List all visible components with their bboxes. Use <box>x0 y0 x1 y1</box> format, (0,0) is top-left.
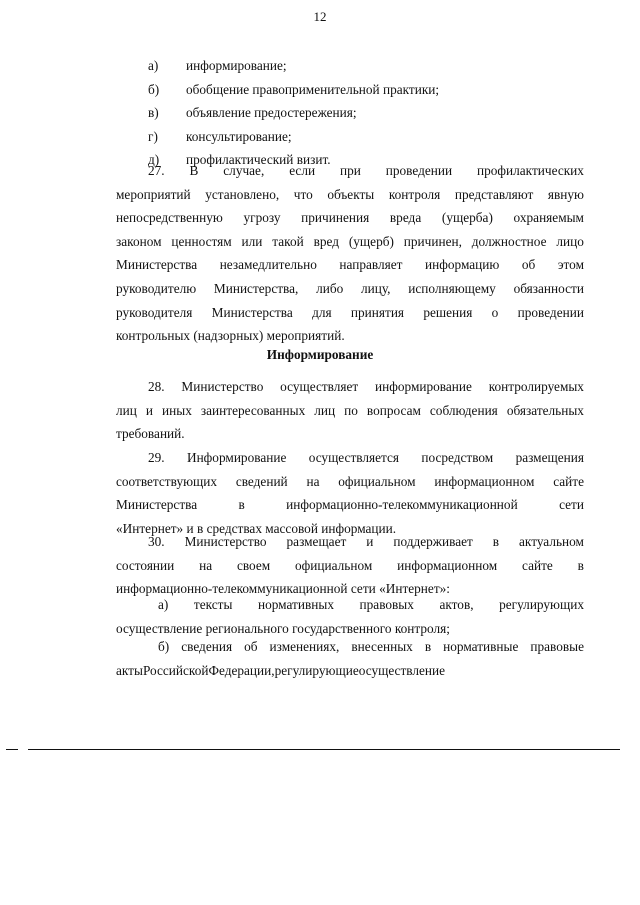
word: контролируемых <box>488 379 584 394</box>
word: правовых <box>359 597 414 612</box>
word: нормативные <box>443 639 519 654</box>
page-number: 12 <box>313 9 327 24</box>
paragraph-27 <box>116 159 584 348</box>
word: информацию <box>425 257 500 273</box>
word: вред <box>313 233 339 249</box>
word: объекты <box>327 186 375 202</box>
word: Министерства <box>116 497 198 513</box>
word: соответствующих <box>116 473 218 489</box>
text-line <box>116 593 584 617</box>
word: осуществляется <box>308 450 400 465</box>
list-item-letter: б) <box>148 81 160 97</box>
word: Министерства, <box>213 280 299 296</box>
word: а) <box>158 597 169 612</box>
word: осуществление <box>358 662 446 678</box>
word: нормативных <box>257 597 334 612</box>
word: лиц <box>116 402 137 418</box>
word: причинен, <box>403 233 462 249</box>
word: Министерства <box>211 304 293 320</box>
word: своем <box>236 557 271 573</box>
text-line <box>116 530 584 554</box>
word: иных <box>162 402 192 418</box>
word: (ущерб) <box>348 233 394 249</box>
word: в <box>492 534 500 549</box>
text-line <box>116 301 584 325</box>
word: официальном <box>338 473 416 489</box>
word: 27. <box>148 163 165 178</box>
list-item <box>0 78 640 102</box>
word: сайте <box>553 473 584 489</box>
word: правовые <box>530 639 584 654</box>
word: случае, <box>223 163 265 178</box>
word: и <box>145 402 154 418</box>
word: осуществляет <box>280 379 359 394</box>
text-line <box>116 399 584 423</box>
text-line <box>116 635 584 659</box>
text-line <box>116 324 584 348</box>
word: вреда <box>389 210 422 226</box>
text-line <box>116 446 584 470</box>
text-line <box>116 230 584 254</box>
word: обязанности <box>513 280 584 296</box>
word: этом <box>557 257 584 273</box>
word: сведений <box>235 473 288 489</box>
word: контрольных (надзорных) мероприятий. <box>116 328 345 344</box>
word: принятия <box>350 304 405 320</box>
word: руководителю <box>116 280 197 296</box>
word: регулирующие <box>274 662 359 678</box>
word: б) <box>158 639 170 654</box>
word: непосредственную <box>116 210 223 226</box>
word: мероприятий <box>116 186 191 202</box>
word: изменениях, <box>269 639 340 654</box>
word: требований. <box>116 426 185 442</box>
word: представляют <box>454 186 534 202</box>
paragraph-28 <box>116 375 584 446</box>
list-item-text: профилактический визит. <box>186 152 331 168</box>
word: 29. <box>148 450 165 465</box>
word: должностное <box>471 233 547 249</box>
word: установлено, <box>205 186 280 202</box>
paragraph-30-a <box>116 593 584 640</box>
word: Министерство <box>181 379 264 394</box>
word: заинтересованных <box>200 402 306 418</box>
word: Министерство <box>184 534 267 549</box>
word: на <box>306 473 320 489</box>
word: проведении <box>385 163 453 178</box>
word: посредством <box>421 450 494 465</box>
word: руководителя <box>116 304 193 320</box>
text-line <box>116 206 584 230</box>
word: лиц <box>314 402 336 418</box>
word: осуществление регионального государственного контроля; <box>116 620 450 636</box>
word: об <box>244 639 258 654</box>
paragraph-29 <box>116 446 584 540</box>
word: для <box>312 304 332 320</box>
text-line <box>116 277 584 301</box>
word: регулирующих <box>499 597 584 612</box>
word: такой <box>272 233 304 249</box>
word: информационном <box>434 473 535 489</box>
text-line <box>116 422 584 446</box>
paragraph-30-b <box>116 635 584 682</box>
list-item-text: консультирование; <box>186 128 292 144</box>
word: незамедлительно <box>219 257 317 273</box>
word: (ущерба) <box>441 210 493 226</box>
word: по <box>344 402 358 418</box>
word: Федерации, <box>208 662 275 678</box>
word: В <box>189 163 199 178</box>
word: официальном <box>295 557 373 573</box>
word: 28. <box>148 379 165 394</box>
word: направляет <box>339 257 403 273</box>
word: проведении <box>517 304 584 320</box>
word: лицу, <box>360 280 391 296</box>
word: актуальном <box>519 534 584 549</box>
word: информирование <box>375 379 472 394</box>
prevention-measures-list <box>0 54 640 172</box>
word: в <box>424 639 432 654</box>
word: если <box>289 163 316 178</box>
word: информационном <box>397 557 498 573</box>
word: тексты <box>193 597 233 612</box>
word: актов, <box>439 597 474 612</box>
text-line <box>116 375 584 399</box>
word: соблюдения <box>429 402 498 418</box>
word: информационно-телекоммуникационной сети «Интернет»: <box>116 581 450 597</box>
word: вопросам <box>366 402 421 418</box>
word: Российской <box>142 662 209 678</box>
list-item-text: информирование; <box>186 58 287 73</box>
word: Министерства <box>116 257 198 273</box>
word: угрозу <box>243 210 281 226</box>
list-item <box>0 101 640 125</box>
word: акты <box>116 662 143 678</box>
word: «Интернет» и в средствах массовой информации. <box>116 520 397 536</box>
word: внесенных <box>351 639 413 654</box>
word: явную <box>547 186 584 202</box>
list-item-letter: в) <box>148 105 159 121</box>
text-line <box>116 659 584 683</box>
word: Информирование <box>186 450 287 465</box>
word: в <box>577 557 584 573</box>
word: сети <box>559 497 584 513</box>
word: профилактических <box>477 163 584 178</box>
list-item-letter: а) <box>148 58 159 73</box>
word: или <box>241 233 263 249</box>
word: поддерживает <box>393 534 473 549</box>
word: о <box>491 304 499 320</box>
word: об <box>521 257 536 273</box>
word: размещения <box>515 450 584 465</box>
word: на <box>199 557 213 573</box>
word: обязательных <box>506 402 584 418</box>
word: контроля <box>388 186 441 202</box>
text-line <box>116 470 584 494</box>
word: ценностям <box>171 233 232 249</box>
word: информационно-телекоммуникационной <box>286 497 518 513</box>
footer-rule-tick <box>6 749 18 750</box>
word: что <box>293 186 313 202</box>
footer-rule <box>28 749 620 750</box>
word: 30. <box>148 534 165 549</box>
word: в <box>238 497 245 513</box>
word: охраняемым <box>513 210 584 226</box>
word: лицо <box>556 233 584 249</box>
word: исполняющему <box>408 280 496 296</box>
text-line <box>116 493 584 517</box>
word: законом <box>116 233 162 249</box>
text-line <box>116 159 584 183</box>
list-item-letter: д) <box>148 152 160 168</box>
list-item-letter: г) <box>148 128 158 144</box>
word: состоянии <box>116 557 175 573</box>
word: сведения <box>181 639 233 654</box>
text-line <box>116 183 584 207</box>
text-line <box>116 253 584 277</box>
section-heading: Информирование <box>266 347 374 362</box>
list-item <box>0 125 640 149</box>
text-line <box>116 554 584 578</box>
paragraph-30 <box>116 530 584 601</box>
list-item-text: обобщение правоприменительной практики; <box>186 81 440 97</box>
list-item <box>0 54 640 78</box>
word: сайте <box>522 557 553 573</box>
word: причинения <box>301 210 370 226</box>
word: размещает <box>286 534 347 549</box>
word: либо <box>316 280 344 296</box>
word: и <box>366 534 374 549</box>
word: при <box>339 163 361 178</box>
word: решения <box>423 304 473 320</box>
list-item-text: объявление предостережения; <box>186 105 357 121</box>
